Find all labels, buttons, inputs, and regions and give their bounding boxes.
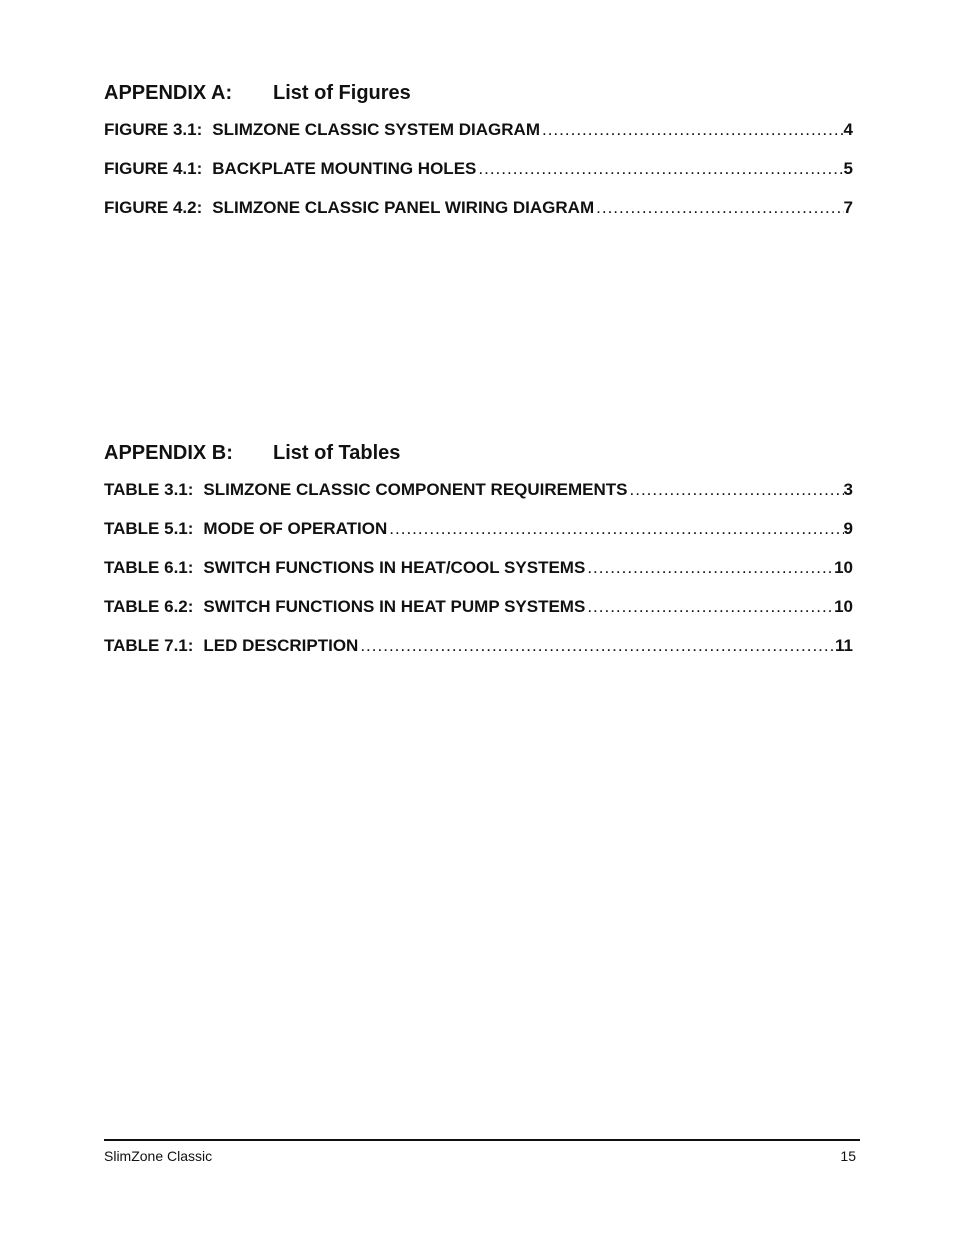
- table-entry[interactable]: [104, 518, 853, 557]
- table-number: TABLE 3.1:: [104, 480, 194, 499]
- figure-number: FIGURE 4.1:: [104, 159, 203, 178]
- dot-leader: [358, 635, 835, 657]
- figure-page-number: 4: [843, 120, 853, 139]
- dot-leader: [594, 197, 843, 219]
- dot-leader: [585, 596, 834, 618]
- table-entry[interactable]: [104, 557, 853, 596]
- table-title: SLIMZONE CLASSIC COMPONENT REQUIREMENTS: [203, 480, 628, 499]
- appendix-a-label: APPENDIX A:: [104, 82, 233, 104]
- appendix-b-title: List of Tables: [273, 442, 401, 464]
- appendix-a-section: [104, 80, 853, 236]
- table-entry[interactable]: [104, 479, 853, 518]
- appendix-b-heading: [104, 440, 853, 466]
- table-number: TABLE 5.1:: [104, 519, 194, 538]
- appendix-a-title: List of Figures: [273, 82, 411, 104]
- dot-leader: [476, 158, 843, 180]
- appendix-b-label: APPENDIX B:: [104, 442, 233, 464]
- page-footer: [104, 1139, 860, 1164]
- figure-page-number: 7: [843, 198, 853, 217]
- footer-page-number: 15: [840, 1148, 856, 1164]
- table-title: SWITCH FUNCTIONS IN HEAT/COOL SYSTEMS: [203, 558, 586, 577]
- table-number: TABLE 7.1:: [104, 636, 194, 655]
- table-page-number: 9: [843, 519, 853, 538]
- figure-entry[interactable]: [104, 158, 853, 197]
- table-title: SWITCH FUNCTIONS IN HEAT PUMP SYSTEMS: [203, 597, 586, 616]
- appendix-a-heading: [104, 80, 853, 106]
- table-title: LED DESCRIPTION: [203, 636, 359, 655]
- figure-page-number: 5: [843, 159, 853, 178]
- table-page-number: 10: [834, 597, 853, 616]
- table-page-number: 10: [834, 558, 853, 577]
- table-title: MODE OF OPERATION: [203, 519, 388, 538]
- figure-title: SLIMZONE CLASSIC SYSTEM DIAGRAM: [212, 120, 540, 139]
- figure-title: SLIMZONE CLASSIC PANEL WIRING DIAGRAM: [212, 198, 595, 217]
- table-number: TABLE 6.2:: [104, 597, 194, 616]
- footer-product-name: SlimZone Classic: [104, 1148, 213, 1164]
- figure-number: FIGURE 3.1:: [104, 120, 203, 139]
- figure-number: FIGURE 4.2:: [104, 198, 203, 217]
- dot-leader: [585, 557, 834, 579]
- figure-entry[interactable]: [104, 119, 853, 158]
- table-page-number: 11: [835, 636, 853, 655]
- figure-title: BACKPLATE MOUNTING HOLES: [212, 159, 477, 178]
- table-entry[interactable]: [104, 635, 853, 674]
- figure-entry[interactable]: [104, 197, 853, 236]
- table-number: TABLE 6.1:: [104, 558, 194, 577]
- dot-leader: [540, 119, 844, 141]
- dot-leader: [628, 479, 844, 501]
- appendix-b-section: [104, 440, 853, 674]
- table-entry[interactable]: [104, 596, 853, 635]
- table-page-number: 3: [843, 480, 853, 499]
- dot-leader: [387, 518, 843, 540]
